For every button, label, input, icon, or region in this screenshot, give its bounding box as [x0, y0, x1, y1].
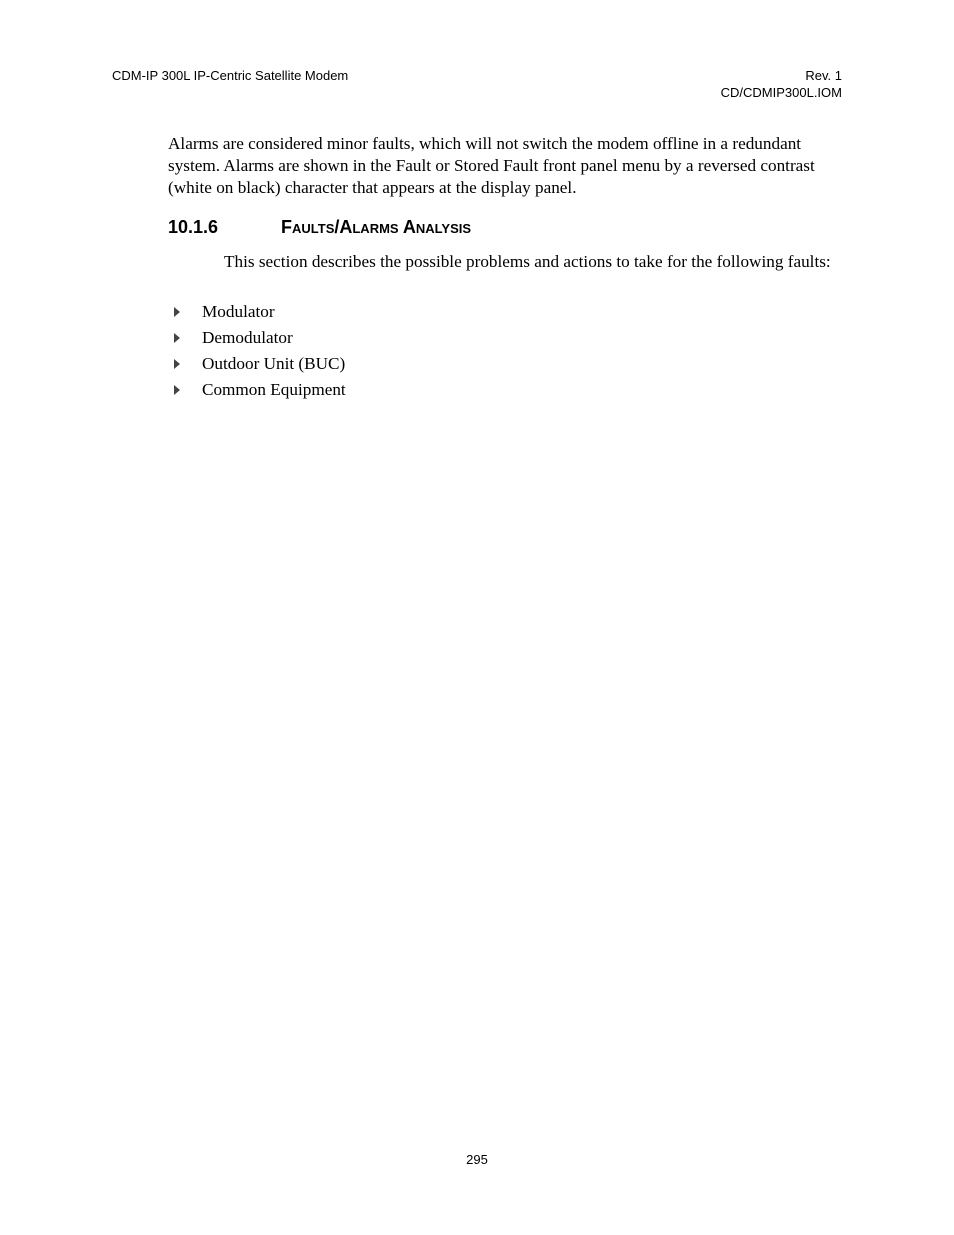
triangle-right-icon	[174, 307, 180, 317]
list-item	[168, 377, 842, 403]
header-doc-id: CD/CDMIP300L.IOM	[720, 85, 842, 100]
fault-list	[168, 299, 842, 403]
section-title: Faults/Alarms Analysis	[281, 217, 472, 237]
list-item	[168, 325, 842, 351]
intro-paragraph: This section describes the possible problems and actions to take for the following faults:	[224, 252, 831, 271]
triangle-right-icon	[174, 385, 180, 395]
page-number: 295	[466, 1152, 488, 1167]
page-content	[168, 133, 842, 403]
header-document-title: CDM-IP 300L IP-Centric Satellite Modem	[112, 68, 349, 83]
list-item	[168, 351, 842, 377]
section-heading	[168, 215, 842, 239]
section-number: 10.1.6	[168, 217, 219, 237]
alarms-paragraph: Alarms are considered minor faults, which will not switch the modem offline in a redundant system. Alarms are shown in the Fault or Stored Fault front panel menu by a reversed contrast (white on black) character that appears at the display panel.	[168, 134, 815, 197]
header-revision: Rev. 1	[805, 68, 842, 83]
list-item	[168, 299, 842, 325]
triangle-right-icon	[174, 333, 180, 343]
header-revision-block	[721, 67, 842, 101]
list-item-label: Outdoor Unit (BUC)	[202, 354, 346, 373]
list-item-label: Common Equipment	[202, 380, 346, 399]
list-item-label: Demodulator	[202, 328, 293, 347]
list-item-label: Modulator	[202, 302, 275, 321]
triangle-right-icon	[174, 359, 180, 369]
